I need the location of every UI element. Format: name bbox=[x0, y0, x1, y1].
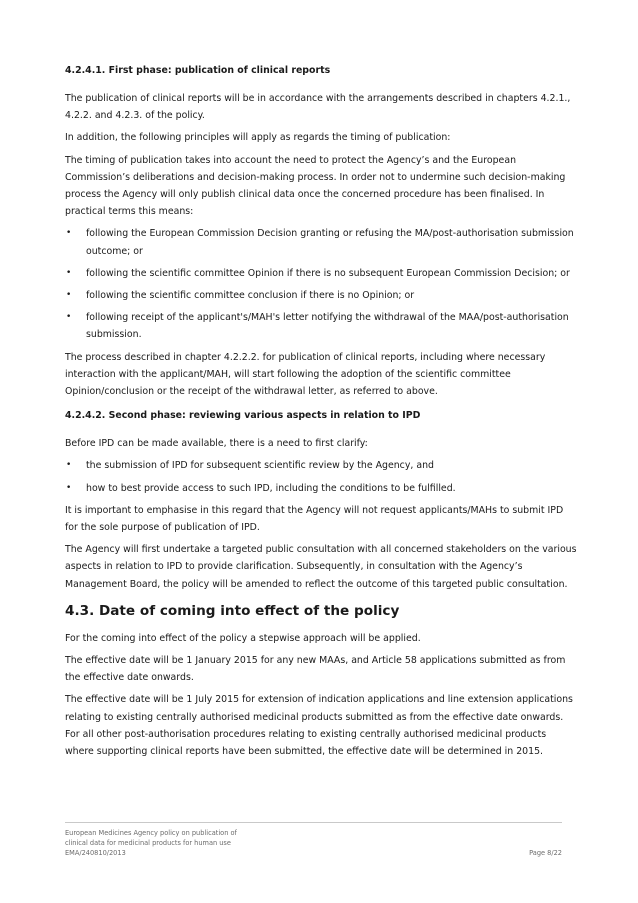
paragraph: Before IPD can be made available, there is a need to first clarify: bbox=[65, 438, 368, 450]
footer-title-line-1: European Medicines Agency policy on publication of bbox=[65, 829, 237, 837]
footer-title-line-2: clinical data for medicinal products for human use bbox=[65, 838, 231, 847]
paragraph: For the coming into effect of the policy a stepwise approach will be applied. bbox=[65, 632, 421, 644]
section-heading-4-2-4-2: 4.2.4.2. Second phase: reviewing various aspects in relation to IPD bbox=[65, 410, 421, 422]
bullet-list-ipd bbox=[65, 457, 577, 496]
list-item bbox=[65, 480, 577, 497]
footer-divider bbox=[65, 822, 562, 823]
bullet-icon: • bbox=[66, 267, 72, 278]
footer-reference: EMA/240810/2013 bbox=[65, 848, 126, 857]
list-item bbox=[65, 457, 577, 474]
list-item-text: how to best provide access to such IPD, including the conditions to be fulfilled. bbox=[86, 482, 456, 494]
paragraph: It is important to emphasise in this regard that the Agency will not request applicants/MAHs to submit IPD for the sole purpose of publication of IPD. bbox=[65, 504, 564, 534]
paragraph: The publication of clinical reports will be in accordance with the arrangements described in chapters 4.2.1., 4.2.2. and 4.2.3. of the policy. bbox=[65, 93, 571, 122]
bullet-icon: • bbox=[66, 460, 72, 471]
section-heading-4-3: 4.3. Date of coming into effect of the policy bbox=[65, 602, 400, 619]
list-item-text: following the scientific committee Opinion if there is no subsequent European Commission Decision; or bbox=[86, 267, 570, 279]
paragraph: The effective date will be 1 January 2015 for any new MAAs, and Article 58 applications submitted as from the effective date onwards. bbox=[65, 655, 566, 684]
list-item-text: following the European Commission Decision granting or refusing the MA/post-authorisation submission outcome; or bbox=[86, 228, 574, 257]
list-item-text: the submission of IPD for subsequent scientific review by the Agency, and bbox=[86, 460, 434, 472]
bullet-icon: • bbox=[66, 482, 72, 493]
paragraph: The Agency will first undertake a targeted public consultation with all concerned stakeholders on the various aspects in relation to IPD to provide clarification. Subsequently, in consultation with the Agency’s Management Board, the policy will be amended to reflect the outcome of this targeted public consultation. bbox=[65, 544, 577, 590]
document-body bbox=[65, 64, 577, 765]
page-number: Page 8/22 bbox=[529, 848, 562, 857]
paragraph: In addition, the following principles will apply as regards the timing of publication: bbox=[65, 132, 451, 144]
bullet-icon: • bbox=[66, 228, 72, 239]
section-heading-4-2-4-1: 4.2.4.1. First phase: publication of clinical reports bbox=[65, 65, 331, 76]
bullet-icon: • bbox=[66, 290, 72, 301]
paragraph: The process described in chapter 4.2.2.2. for publication of clinical reports, including where necessary interaction with the applicant/MAH, will start following the adoption of the scientific committee Opinion/conclusion or the receipt of the withdrawal letter, as referred to above. bbox=[65, 351, 546, 398]
list-item-text: following receipt of the applicant's/MAH's letter notifying the withdrawal of the MAA/post-authorisation submission. bbox=[86, 312, 569, 341]
bullet-icon: • bbox=[66, 312, 72, 323]
bullet-list-timing bbox=[65, 225, 577, 343]
page-footer bbox=[65, 829, 562, 858]
paragraph: The effective date will be 1 July 2015 for extension of indication applications and line extension applications relating to existing centrally authorised medicinal products submitted as from the effective date onwards. For all other post-authorisation procedures relating to existing centrally authorised medicinal products where supporting clinical reports have been submitted, the effective date will be determined in 2015. bbox=[65, 694, 573, 758]
list-item bbox=[65, 225, 577, 259]
list-item bbox=[65, 265, 577, 282]
list-item bbox=[65, 287, 577, 304]
list-item bbox=[65, 309, 577, 343]
list-item-text: following the scientific committee conclusion if there is no Opinion; or bbox=[86, 290, 415, 302]
paragraph: The timing of publication takes into account the need to protect the Agency’s and the European Commission’s deliberations and decision-making process. In order not to undermine such decision-making process the Agency will only publish clinical data once the concerned procedure has been finalised. In practical terms this means: bbox=[65, 154, 566, 218]
